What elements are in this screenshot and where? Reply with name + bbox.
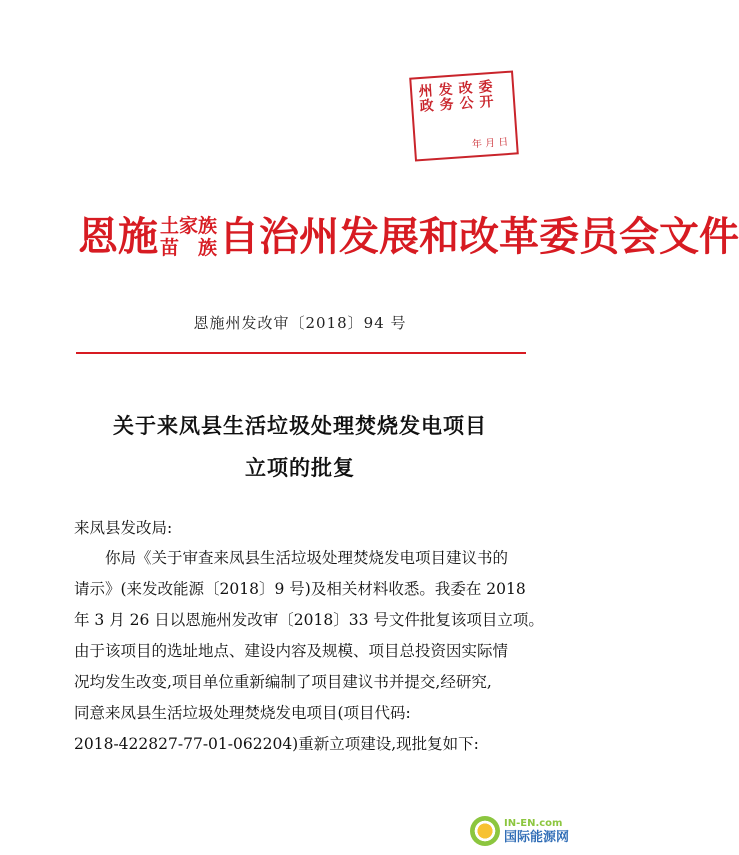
stamp-text-col-3: 改公 bbox=[458, 80, 475, 113]
header-minorities bbox=[160, 215, 217, 259]
body-line: 同意来凤县生活垃圾处理焚烧发电项目(项目代码: bbox=[74, 704, 411, 722]
stamp-text-col-2: 发务 bbox=[438, 81, 455, 114]
stamp-date: 年 月 日 bbox=[471, 136, 509, 151]
body-line: 2018-422827-77-01-062204)重新立项建设,现批复如下: bbox=[74, 735, 479, 753]
watermark-logo bbox=[470, 812, 592, 850]
salutation: 来凤县发改局: bbox=[74, 519, 173, 537]
body-line: 请示》(来发改能源〔2018〕9 号)及相关材料收悉。我委在 2018 bbox=[74, 580, 526, 598]
document-title-line-2: 立项的批复 bbox=[245, 455, 355, 480]
red-divider bbox=[76, 352, 526, 354]
header-part-2: 自治州发展和改革委员会文件 bbox=[219, 213, 739, 260]
body-line: 你局《关于审查来凤县生活垃圾处理焚烧发电项目建议书的 bbox=[105, 549, 509, 567]
document-title-line-1: 关于来凤县生活垃圾处理焚烧发电项目 bbox=[113, 413, 487, 438]
watermark-cn: 国际能源网 bbox=[504, 830, 570, 845]
body-line: 由于该项目的选址地点、建设内容及规模、项目总投资因实际情 bbox=[74, 642, 509, 660]
body-line: 况均发生改变,项目单位重新编制了项目建议书并提交,经研究, bbox=[74, 673, 492, 691]
stamp-text-col-4: 委开 bbox=[478, 78, 495, 111]
body-line: 年 3 月 26 日以恩施州发改审〔2018〕33 号文件批复该项目立项。 bbox=[74, 611, 544, 629]
header-minority-top: 土家族 bbox=[160, 215, 218, 237]
header-part-1: 恩施 bbox=[78, 213, 158, 260]
stamp-text-col-1: 州政 bbox=[418, 83, 435, 116]
header-minority-bottom: 苗 族 bbox=[160, 237, 218, 259]
document-number: 恩施州发改审〔2018〕94 号 bbox=[193, 314, 407, 332]
watermark-en: IN-EN.com bbox=[504, 818, 563, 829]
document-header bbox=[78, 205, 739, 269]
official-stamp bbox=[409, 70, 519, 161]
sun-logo-icon bbox=[470, 816, 500, 846]
